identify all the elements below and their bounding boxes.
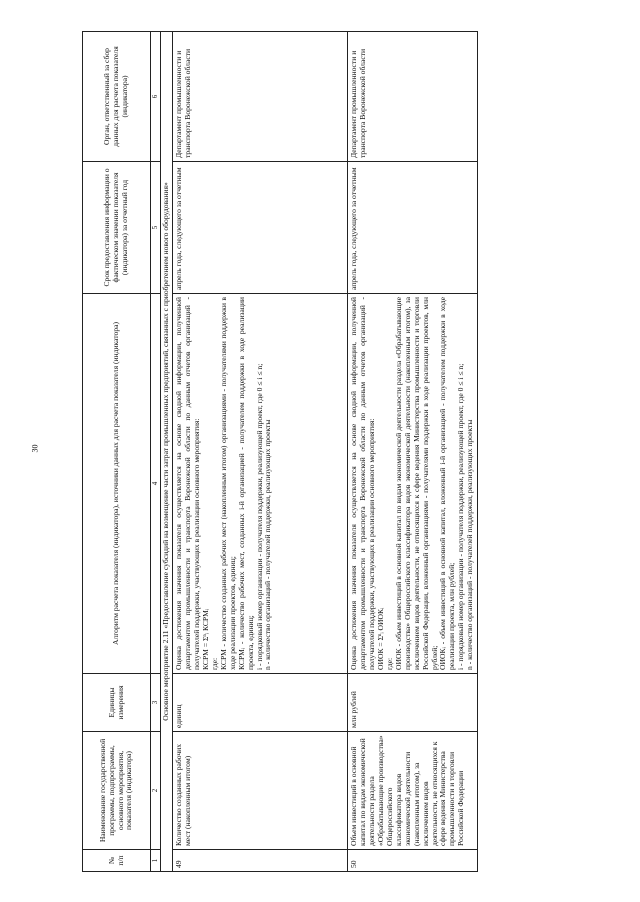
page-number: 30 — [30, 444, 40, 453]
algorithm-line: i - порядковый номер организации - получателя поддержки, реализующей проект, где 0 ≤ i ≤ n; — [456, 363, 466, 670]
algorithm-formula: ОИОК = Σⁿᵢ ОИОКᵢ — [375, 607, 385, 670]
header-row — [83, 32, 151, 872]
header-num: № п/п — [83, 850, 151, 872]
indicator-table — [82, 31, 478, 872]
indicator-unit: млн рублей — [347, 674, 477, 732]
column-number-row — [151, 32, 161, 872]
column-number: 3 — [151, 674, 161, 732]
table-row — [172, 32, 347, 872]
algorithm-line: где: — [209, 657, 219, 670]
column-number: 4 — [151, 294, 161, 674]
indicator-name: Объем инвестиций в основной капитал по видам экономической деятельности раздела «Обрабатывающие производства» Общероссийского классификатора видов экономической деятельности (накопленным итогом), за исключением видов деятельности, не относящихся к сфере ведения Министерства промышленности и торговли Российской Федерации — [347, 732, 477, 850]
algorithm-line: ОИОКᵢ - объем инвестиций в основной капитал, вложенный i-й организацией - получателем поддержки в ходе реализации проекта, млн рублей; — [438, 297, 457, 670]
algorithm-line: i - порядковый номер организации - получателя поддержки, реализующей проект, где 0 ≤ i ≤ n; — [254, 363, 264, 670]
column-number: 5 — [151, 162, 161, 294]
header-name: Наименование государственной программы, подпрограммы, основного мероприятия, показателя (индикатора) — [83, 732, 151, 850]
header-deadline: Срок предоставления информации о фактическом значении показателя (индикатора) за отчетный год — [83, 162, 151, 294]
algorithm-line: Оценка достижения значения показателя осуществляется на основе сводной информации, полученной департаментом промышленности и транспорта Воронежской области по данным отчетов организаций - получателей поддержки, участвующих в реализации основного мероприятия: — [173, 297, 201, 670]
row-number: 50 — [347, 850, 477, 872]
section-row — [161, 32, 173, 872]
responsible-body: Департамент промышленности и транспорта Воронежской области — [172, 32, 347, 162]
indicator-algorithm — [347, 294, 477, 674]
indicator-algorithm — [172, 294, 347, 674]
header-algorithm: Алгоритм расчета показателя (индикатора), источники данных для расчета показателя (индикатора) — [83, 294, 151, 674]
algorithm-line: КСРМᵢ - количество рабочих мест, созданных i-й организацией - получателем поддержки в ходе реализации проекта, единиц; — [236, 297, 255, 670]
rotated-table-sheet — [82, 32, 602, 872]
report-deadline: апрель года, следующего за отчетным — [347, 162, 477, 294]
table-row — [347, 32, 477, 872]
indicator-name: Количество созданных рабочих мест (накопленным итогом) — [172, 732, 347, 850]
algorithm-line: КСРМ - количество созданных рабочих мест (накопленным итогом) организациями - получателями поддержки в ходе реализации проектов, единиц; — [218, 297, 237, 670]
header-responsible: Орган, ответственный за сбор данных для расчета показателя (индикатора) — [83, 32, 151, 162]
algorithm-line: n - количество организаций - получателей поддержки, реализующих проекты — [263, 419, 273, 670]
algorithm-formula: КСРМ = Σⁿᵢ КСРМᵢ — [200, 608, 210, 670]
row-number: 49 — [172, 850, 347, 872]
header-unit: Единицы измерения — [83, 674, 151, 732]
section-title: Основное мероприятие 2.11 «Предоставление субсидий на возмещение части затрат промышленных предприятий, связанных с приобретением нового оборудования» — [161, 32, 173, 872]
indicator-unit: единиц — [172, 674, 347, 732]
algorithm-line: n - количество организаций - получателей поддержки, реализующих проекты — [465, 419, 475, 670]
column-number: 6 — [151, 32, 161, 162]
algorithm-line: где: — [384, 657, 394, 670]
responsible-body: Департамент промышленности и транспорта Воронежской области — [347, 32, 477, 162]
report-deadline: апрель года, следующего за отчетным — [172, 162, 347, 294]
column-number: 1 — [151, 850, 161, 872]
algorithm-line: Оценка достижения значения показателя осуществляется на основе сводной информации, полученной департаментом промышленности и транспорта Воронежской области по данным отчетов организаций - получателей поддержки, участвующих в реализации основного мероприятия: — [348, 297, 376, 670]
algorithm-line: ОИОК - объем инвестиций в основной капитал по видам экономической деятельности раздела «Обрабатывающие производства» Общероссийского классификатора видов экономической деятельности (накопленным итогом), за исключением видов деятельности, не относящихся к сфере ведения Министерства промышленности и торговли Российской Федерации, вложенный организациями - получателями поддержки в ходе реализации проектов, млн рублей; — [393, 297, 439, 670]
column-number: 2 — [151, 732, 161, 850]
